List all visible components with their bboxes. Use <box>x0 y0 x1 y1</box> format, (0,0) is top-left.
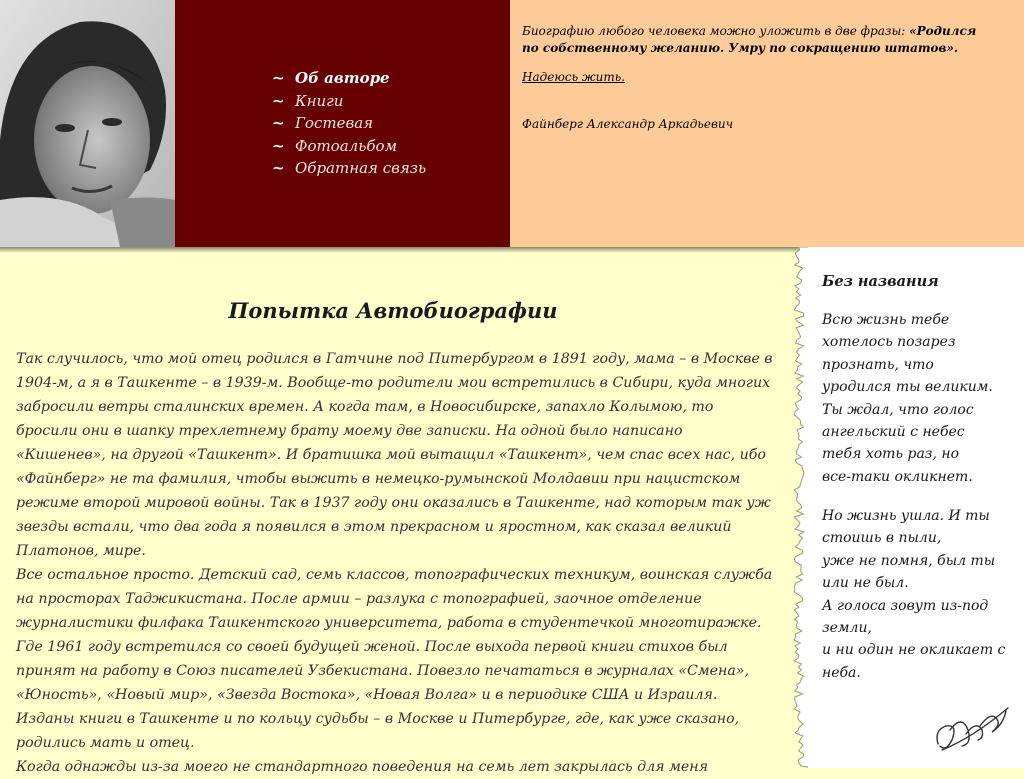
poem-line: прознать, что <box>822 356 934 373</box>
poem-line: Ты ждал, что голос <box>822 401 974 418</box>
poem-line: А голоса зовут из-под <box>822 597 989 614</box>
quote-bold: «Родился по собственному желанию. Умру по сокращению штатов». <box>522 24 977 55</box>
nav-item-about[interactable] <box>272 67 426 90</box>
quote-panel <box>510 0 1024 247</box>
nav-label: Фотоальбом <box>295 136 398 155</box>
poem-line: неба. <box>822 664 861 681</box>
biography-quote <box>522 23 992 57</box>
poem-line: уже не помня, был ты <box>822 552 996 569</box>
poem-line: Всю жизнь тебе <box>822 312 950 328</box>
nav-item-photoalbum[interactable] <box>272 135 426 158</box>
nav-label: Книги <box>295 91 344 110</box>
bio-paragraph: Так случилось, что мой отец родился в Гатчине под Питербургом в 1891 году, мама – в Москве в 1904-м, а я в Ташкенте – в 1939-м. Вообще-то родители мои встретились в Сибири, куда многих забросили ветры сталинских времен. А когда там, в Новосибирске, запахло Колымою, то бросили они в шапку трехлетнему брату моему две записки. На одной было написано «Кишенев», на другой «Ташкент». И братишка мой вытащил «Ташкент», чем спас всех нас, ибо «Файнберг» не та фамилия, чтобы выжить в немецко-румынской Молдавии при нацистском режиме второй мировой войны. Так в 1937 году они оказались в Ташкенте, над которым так уж звезды встали, что два года я появился в этом прекрасном и яростном, как сказал великий Платонов, мире. <box>16 351 773 559</box>
poem-line: земли, <box>822 620 872 637</box>
nav-label: Обратная связь <box>295 159 427 177</box>
poem-line: тебя хоть раз, но <box>822 446 959 463</box>
nav-label: Гостевая <box>295 114 374 132</box>
main-content <box>0 253 793 775</box>
quote-intro: Биографию любого человека можно уложить в две фразы: <box>522 24 910 38</box>
biography-text <box>16 347 776 779</box>
nav-bullet: ~ <box>272 159 285 177</box>
nav-item-guestbook[interactable] <box>272 112 426 135</box>
poem-stanza-2 <box>822 505 1022 684</box>
bio-paragraph: Все остальное просто. Детский сад, семь классов, топографических техникум, воинская служба на просторах Таджикистана. После армии – разлука с топографией, заочное отделение журналистики филфака Ташкентского университета, работа в студентечкой многотиражке. Где 1961 году встретился со своей будущей женой. После выхода первой книги стихов был принят на работу в Союз писателей Узбекистана. Повезло печататься в журналах «Смена», «Юность», «Новый мир», «Звезда Востока», «Новая Волга» и в периодике США и Израиля. Изданы книги в Ташкенте и по кольцу судьбы – в Москве и Питербурге, где, как уже сказано, родились мать и отец. <box>16 567 773 751</box>
poem-line: и ни один не окликает с <box>822 642 1006 659</box>
poem-line: хотелось позарез <box>822 334 956 351</box>
nav-bullet: ~ <box>272 136 285 155</box>
nav-bullet: ~ <box>272 114 285 132</box>
nav-bullet: ~ <box>272 69 285 87</box>
hope-link[interactable]: Надеюсь жить. <box>522 70 626 84</box>
nav-item-books[interactable] <box>272 90 426 113</box>
author-name: Файнберг Александр Аркадьевич <box>522 117 734 131</box>
poem-line: Но жизнь ушла. И ты <box>822 508 990 524</box>
nav-label: Об авторе <box>295 69 390 87</box>
poem-stanza-1 <box>822 309 1022 488</box>
poem-line: ангельский с небес <box>822 424 965 441</box>
bio-paragraph: Когда однажды из-за моего не стандартного поведения на семь лет закрылась для меня <box>16 759 708 775</box>
author-photo <box>0 0 175 247</box>
header <box>0 0 1024 247</box>
main-nav <box>175 0 510 247</box>
nav-item-contact[interactable] <box>272 157 426 180</box>
poem-title: Без названия <box>822 273 939 290</box>
nav-bullet: ~ <box>272 91 285 110</box>
poem-line: все-таки окликнет. <box>822 468 973 485</box>
poem-line: или не был. <box>822 575 909 592</box>
signature-image <box>932 700 1012 756</box>
page-title: Попытка Автобиографии <box>228 298 558 323</box>
poem-line: стоишь в пыли, <box>822 530 942 547</box>
poem-panel <box>808 247 1024 768</box>
poem-line: уродился ты великим. <box>822 379 993 396</box>
